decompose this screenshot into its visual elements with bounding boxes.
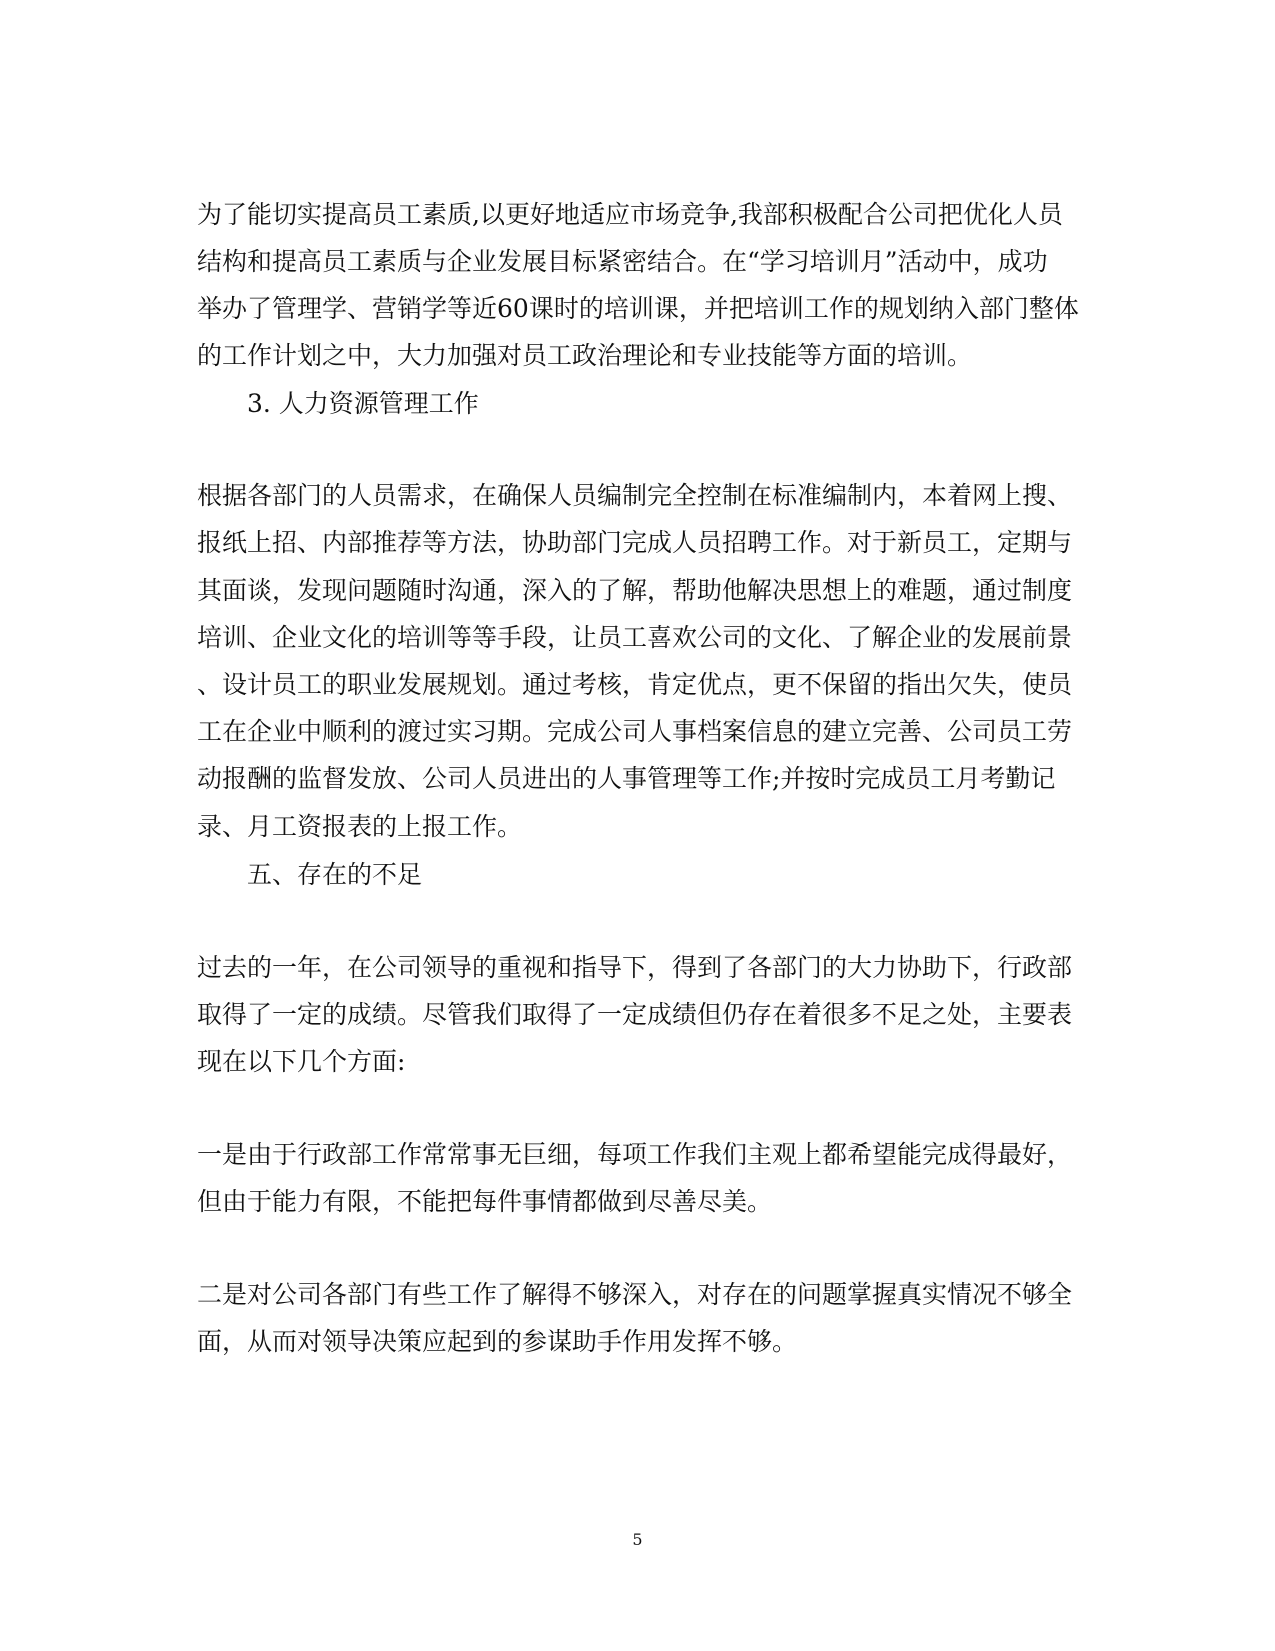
paragraph-2-line-2: 报纸上招、内部推荐等方法，协助部门完成人员招聘工作。对于新员工，定期与 (197, 528, 1073, 557)
paragraph-3-line-2: 取得了一定的成绩。尽管我们取得了一定成绩但仍存在着很多不足之处，主要表 (197, 1000, 1073, 1029)
paragraph-1-line-1: 为了能切实提高员工素质,以更好地适应市场竞争,我部积极配合公司把优化人员 (197, 200, 1063, 229)
paragraph-2-line-6: 工在企业中顺利的渡过实习期。完成公司人事档案信息的建立完善、公司员工劳 (197, 717, 1073, 746)
paragraph-2-line-7: 动报酬的监督发放、公司人员进出的人事管理等工作;并按时完成员工月考勤记 (197, 764, 1056, 793)
paragraph-3-line-3: 现在以下几个方面: (197, 1047, 406, 1076)
paragraph-5-line-2: 面，从而对领导决策应起到的参谋助手作用发挥不够。 (197, 1327, 798, 1356)
paragraph-2-line-3: 其面谈，发现问题随时沟通，深入的了解，帮助他解决思想上的难题，通过制度 (197, 576, 1073, 605)
paragraph-1-line-3: 举办了管理学、营销学等近60课时的培训课，并把培训工作的规划纳入部门整体 (197, 294, 1079, 323)
section-heading-shortcomings: 五、存在的不足 (247, 860, 423, 889)
paragraph-1-line-2: 结构和提高员工素质与企业发展目标紧密结合。在“学习培训月”活动中，成功 (197, 247, 1048, 276)
paragraph-3-line-1: 过去的一年，在公司领导的重视和指导下，得到了各部门的大力协助下，行政部 (197, 953, 1073, 982)
paragraph-2-line-8: 录、月工资报表的上报工作。 (197, 812, 523, 841)
section-heading-hr: 3. 人力资源管理工作 (247, 389, 479, 418)
paragraph-2-line-5: 、设计员工的职业发展规划。通过考核，肯定优点，更不保留的指出欠失，使员 (197, 670, 1073, 699)
paragraph-4-line-1: 一是由于行政部工作常常事无巨细，每项工作我们主观上都希望能完成得最好， (197, 1140, 1073, 1169)
paragraph-2-line-1: 根据各部门的人员需求，在确保人员编制完全控制在标准编制内，本着网上搜、 (197, 481, 1073, 510)
paragraph-2-line-4: 培训、企业文化的培训等等手段，让员工喜欢公司的文化、了解企业的发展前景 (197, 623, 1073, 652)
paragraph-5-line-1: 二是对公司各部门有些工作了解得不够深入，对存在的问题掌握真实情况不够全 (197, 1280, 1073, 1309)
page-number: 5 (632, 1530, 643, 1549)
paragraph-4-line-2: 但由于能力有限，不能把每件事情都做到尽善尽美。 (197, 1187, 773, 1216)
paragraph-1-line-4: 的工作计划之中，大力加强对员工政治理论和专业技能等方面的培训。 (197, 341, 973, 370)
